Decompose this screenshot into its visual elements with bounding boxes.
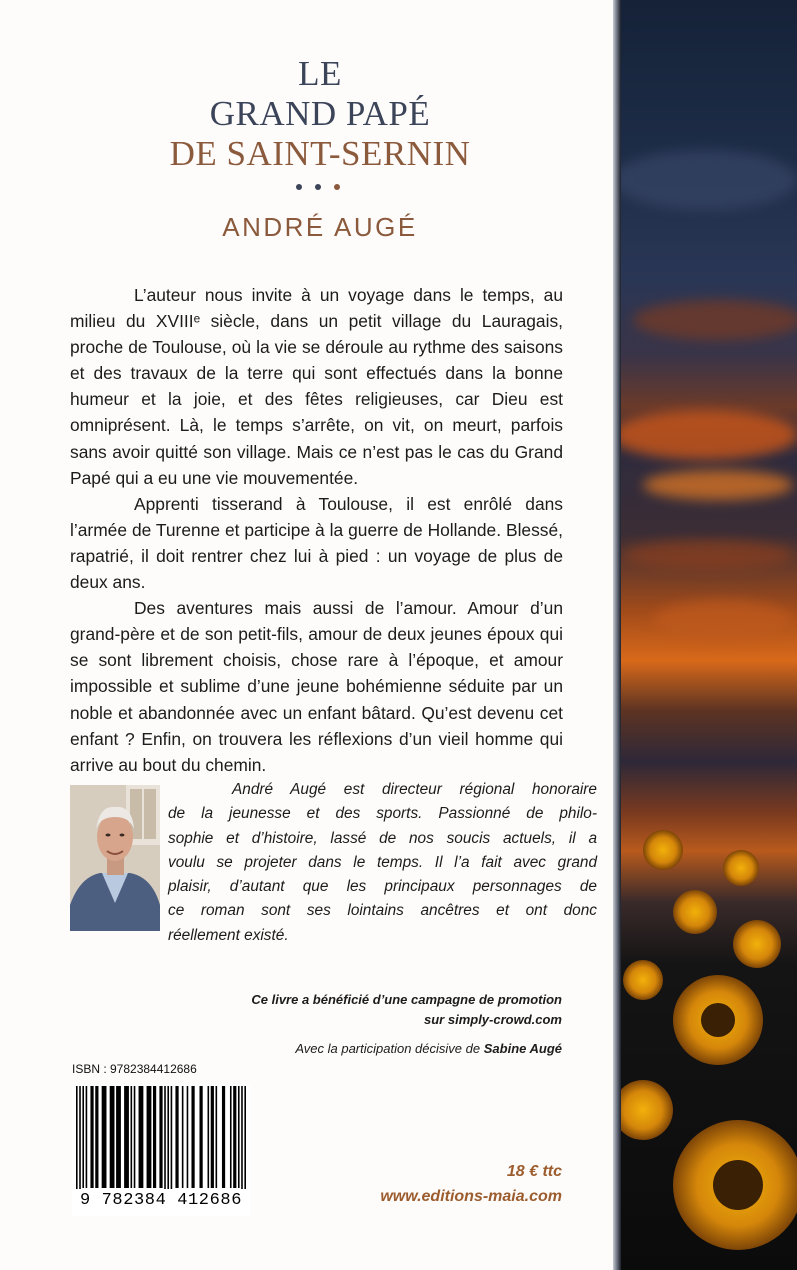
barcode-bar <box>116 1086 121 1188</box>
bio-line: sophie et d’histoire, lassé de nos soucis actuels, il a <box>168 829 597 847</box>
barcode-bar <box>139 1086 144 1188</box>
barcode-bar <box>134 1086 136 1188</box>
barcode-bar <box>191 1086 194 1188</box>
barcode-bar <box>90 1086 93 1188</box>
barcode-bar <box>230 1086 232 1188</box>
author-bio <box>168 778 597 948</box>
barcode-bar <box>79 1086 81 1202</box>
barcode-bar <box>175 1086 178 1188</box>
participation-text: Avec la participation décisive de <box>295 1041 481 1056</box>
bio-line: de la jeunesse et des sports. Passionné de philo- <box>168 805 597 823</box>
title-separator <box>296 184 346 192</box>
separator-dot <box>315 184 321 190</box>
barcode-bar <box>86 1086 88 1188</box>
price: 18 € ttc <box>506 1163 562 1180</box>
barcode-bar <box>164 1086 166 1202</box>
separator-dot <box>296 184 302 190</box>
barcode-bar <box>211 1086 214 1188</box>
barcode-bar <box>171 1086 173 1202</box>
participation-credit <box>180 1041 562 1056</box>
barcode-bar <box>153 1086 156 1188</box>
barcode-bar <box>110 1086 115 1188</box>
barcode-bar <box>82 1086 84 1188</box>
strip-border <box>613 0 621 1270</box>
isbn-label: ISBN : 9782384412686 <box>72 1062 197 1076</box>
barcode-bar <box>131 1086 133 1188</box>
barcode-bar <box>233 1086 236 1188</box>
promo-line-1: Ce livre a bénéficié d’une campagne de promotion <box>251 992 562 1007</box>
participation-name: Sabine Augé <box>483 1041 562 1056</box>
synopsis <box>70 282 563 778</box>
barcode-bar <box>95 1086 98 1188</box>
title-line-3: DE SAINT-SERNIN <box>169 134 471 173</box>
barcode-digits: 9 782384 412686 <box>72 1189 250 1213</box>
bio-line: réellement existé. <box>168 926 289 944</box>
synopsis-paragraph-2: Apprenti tisserand à Toulouse, il est enrôlé dans l’armée de Turenne et participe à la guerre de Hollande. Blessé, rapatrié, il doit rentrer chez lui à pied : un voyage de plus de deux ans. <box>70 493 563 593</box>
barcode-bar <box>244 1086 246 1202</box>
bio-line: ce roman sont ses lointains ancêtres et ont donc <box>168 902 597 920</box>
publisher-website: www.editions-maia.com <box>380 1188 562 1205</box>
synopsis-paragraph-3: Des aventures mais aussi de l’amour. Amour d’un grand-père et de son petit-fils, amour de deux jeunes époux qui se sont librement choisis, chose rare à l’époque, et amour impossible et sublime d’une jeune bohémienne séduite par un noble et abandonnée avec un enfant bâtard. Qu’est devenu cet enfant ? Enfin, on trouvera les réflexions d’un vieil homme qui arrive au bout du chemin. <box>70 598 563 775</box>
barcode-bar <box>124 1086 129 1188</box>
barcode-bar <box>76 1086 78 1202</box>
barcode-bar <box>147 1086 152 1188</box>
barcode-bar <box>182 1086 184 1188</box>
barcode-bar <box>222 1086 225 1188</box>
bio-line: André Augé est directeur régional honoraire <box>232 781 597 798</box>
sunset-sunflower-photo <box>613 0 797 1270</box>
barcode-bar <box>159 1086 162 1188</box>
barcode-bar <box>238 1086 240 1188</box>
title-line-2: GRAND PAPÉ <box>209 94 431 133</box>
barcode-bar <box>187 1086 189 1188</box>
barcode-bar <box>199 1086 202 1188</box>
author-name: ANDRÉ AUGÉ <box>222 212 418 242</box>
barcode-bar <box>241 1086 243 1202</box>
barcode-bar <box>216 1086 218 1188</box>
title-line-1: LE <box>298 54 342 93</box>
bio-line: plaisir, d’autant que les principaux personnages de <box>168 878 597 896</box>
separator-dot <box>334 184 340 190</box>
promo-line-2: sur simply-crowd.com <box>424 1012 562 1027</box>
barcode-bar <box>208 1086 210 1188</box>
barcode-bar <box>102 1086 107 1188</box>
synopsis-paragraph-1: L’auteur nous invite à un voyage dans le temps, au milieu du XVIIIᵉ siècle, dans un petit village du Lauragais, proche de Toulouse, où la vie se déroule au rythme des saisons et des travaux de la terre qui sont effectués dans la bonne humeur et la joie, et des fêtes religieuses, car Dieu est omniprésent. Là, le temps s’arrête, on vit, on meurt, parfois sans avoir quitté son village. Mais ce n’est pas le cas du Grand Papé qui a eu une vie mouvementée. <box>70 285 563 488</box>
author-photo <box>70 785 160 931</box>
barcode-bar <box>167 1086 169 1202</box>
bio-line: voulu se projeter dans le temps. Il l’a fait avec grand <box>168 853 597 871</box>
